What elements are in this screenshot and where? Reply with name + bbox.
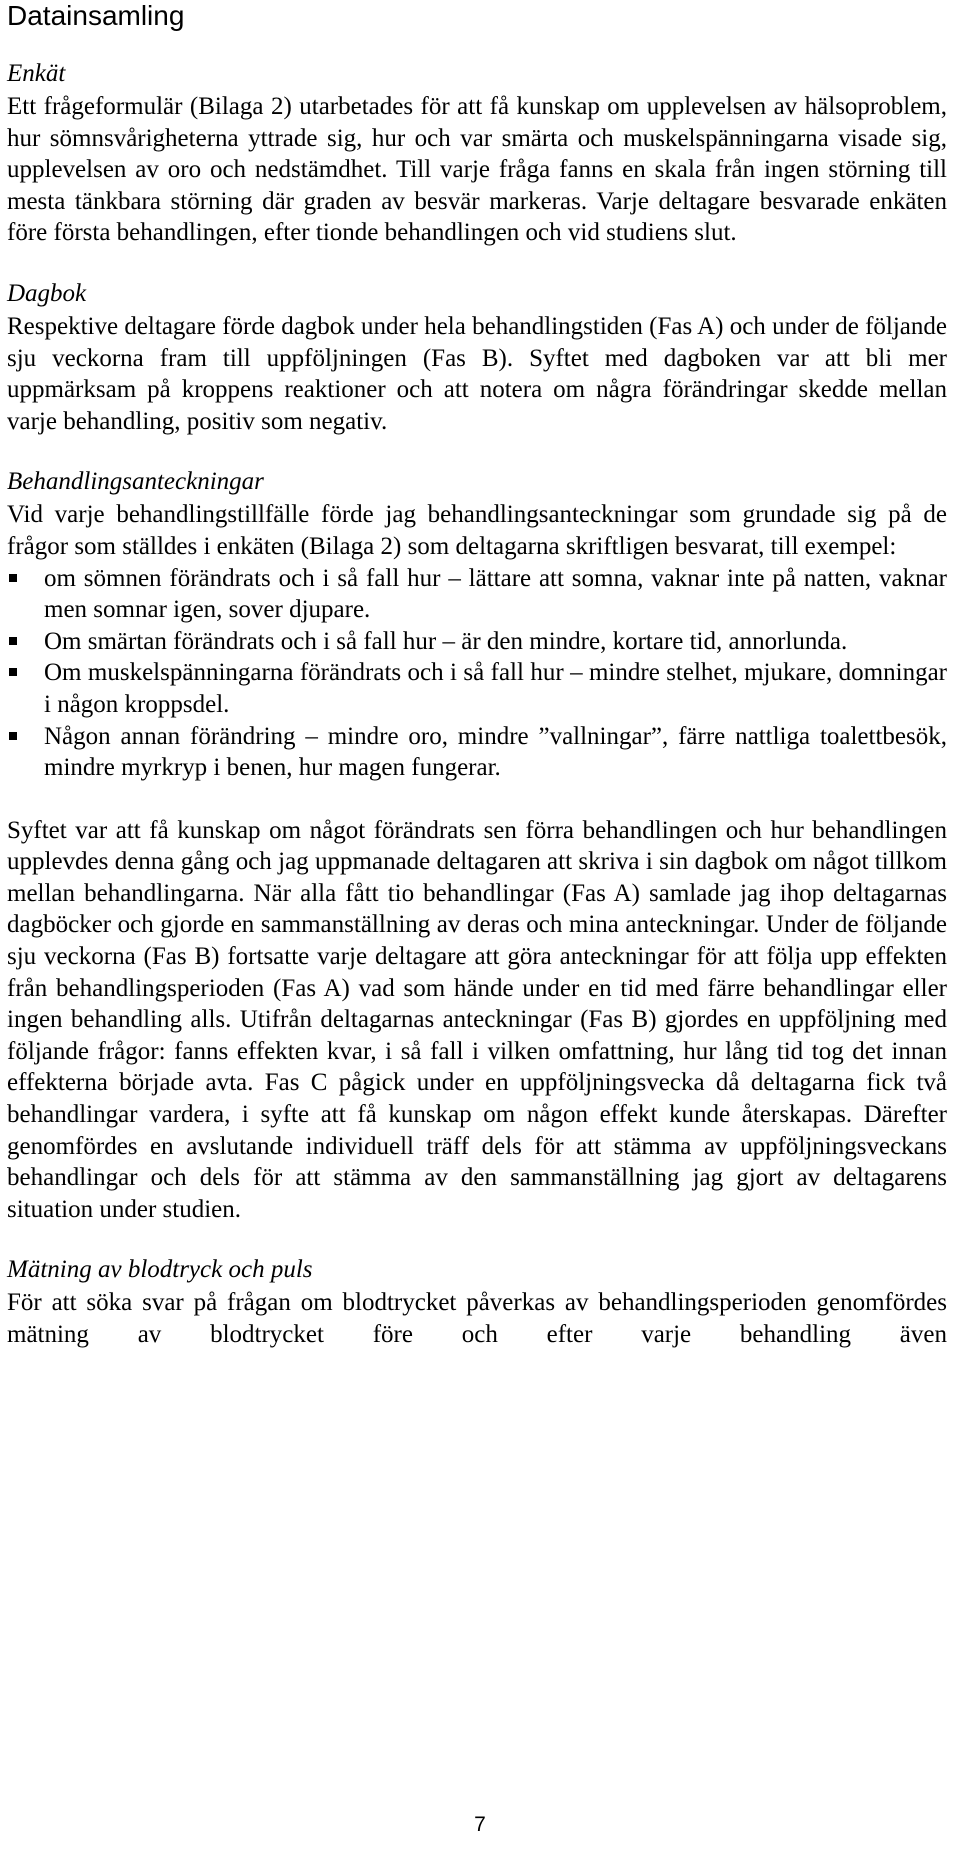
page-title: Datainsamling bbox=[7, 0, 185, 31]
section-title-dagbok: Dagbok bbox=[7, 279, 87, 307]
square-bullet-icon bbox=[9, 574, 17, 582]
list-item bbox=[7, 626, 947, 658]
list-item-text: Någon annan förändring – mindre oro, mindre ”vallningar”, färre nattliga toalettbesök, mindre myrkryp i benen, hur magen fungerar. bbox=[44, 722, 947, 782]
section-dagbok bbox=[7, 279, 947, 437]
square-bullet-icon bbox=[9, 637, 17, 645]
list-item-text: Om smärtan förändrats och i så fall hur – är den mindre, kortare tid, annorlunda. bbox=[44, 627, 848, 655]
page-number: 7 bbox=[474, 1813, 486, 1836]
paragraph-enkat: Ett frågeformulär (Bilaga 2) utarbetades för att få kunskap om upplevelsen av hälsoproblem, hur sömnsvårigheterna yttrade sig, hur och var smärta och muskelspänningarna visade sig, upplevelsen av oro och nedstämdhet. Till varje fråga fanns en skala från ingen störning till mesta tänkbara störning där graden av besvär markeras. Varje deltagare besvarade enkäten före första behandlingen, efter tionde behandlingen och vid studiens slut. bbox=[7, 93, 947, 247]
bullet-list bbox=[7, 563, 947, 784]
document-page bbox=[7, 0, 947, 1351]
list-item-text: om sömnen förändrats och i så fall hur – lättare att somna, vaknar inte på natten, vaknar men somnar igen, sover djupare. bbox=[44, 564, 947, 624]
section-enkat bbox=[7, 59, 947, 249]
section-behandlingsanteckningar bbox=[7, 467, 947, 1225]
section-matning bbox=[7, 1255, 947, 1350]
list-item bbox=[7, 563, 947, 626]
list-item-text: Om muskelspänningarna förändrats och i så fall hur – mindre stelhet, mjukare, domningar i någon kroppsdel. bbox=[44, 659, 947, 718]
paragraph-dagbok: Respektive deltagare förde dagbok under hela behandlingstiden (Fas A) och under de följande sju veckorna fram till uppföljningen (Fas B). Syftet med dagboken var att bli mer uppmärksam på kroppens reaktioner och att notera om några förändringar skedde mellan varje behandling, positiv som negativ. bbox=[7, 312, 947, 435]
square-bullet-icon bbox=[9, 732, 17, 740]
paragraph-matning: För att söka svar på frågan om blodtrycket påverkas av behandlingsperioden genomfördes mätning av blodtrycket före och efter varje behandling även bbox=[7, 1289, 947, 1348]
paragraph-behandling-intro: Vid varje behandlingstillfälle förde jag behandlingsanteckningar som grundade sig på de frågor som ställdes i enkäten (Bilaga 2) som deltagarna skriftligen besvarat, till exempel: bbox=[7, 501, 947, 560]
square-bullet-icon bbox=[9, 668, 17, 676]
list-item bbox=[7, 721, 947, 784]
section-title-enkat: Enkät bbox=[7, 60, 66, 87]
section-title-behandlingsanteckningar: Behandlingsanteckningar bbox=[7, 468, 264, 496]
section-title-matning: Mätning av blodtryck och puls bbox=[7, 1256, 313, 1284]
list-item bbox=[7, 657, 947, 720]
paragraph-behandling-followup: Syftet var att få kunskap om något förändrats sen förra behandlingen och hur behandlingen upplevdes denna gång och jag uppmanade deltagaren att skriva i sin dagbok om något tillkom mellan behandlingarna. När alla fått tio behandlingar (Fas A) samlade jag ihop deltagarnas dagböcker och gjorde en sammanställning av deras och mina anteckningar. Under de följande sju veckorna (Fas B) fortsatte varje deltagare att göra anteckningar för att följa upp effekten från behandlingsperioden (Fas A) vad som hände under en tid med färre behandlingar eller ingen behandling alls. Utifrån deltagarnas anteckningar (Fas B) gjordes en uppföljning med följande frågor: fanns effekten kvar, i så fall i vilken omfattning, hur lång tid tog det innan effekterna började avta. Fas C pågick under en uppföljningsvecka då deltagarna fick två behandlingar vardera, i syfte att få kunskap om någon effekt kunde återskapas. Därefter genomfördes en avslutande individuell träff dels för att stämma av uppföljningsveckans behandlingar och dels för att stämma av den sammanställning jag gjort av deltagarens situation under studien. bbox=[7, 816, 947, 1223]
